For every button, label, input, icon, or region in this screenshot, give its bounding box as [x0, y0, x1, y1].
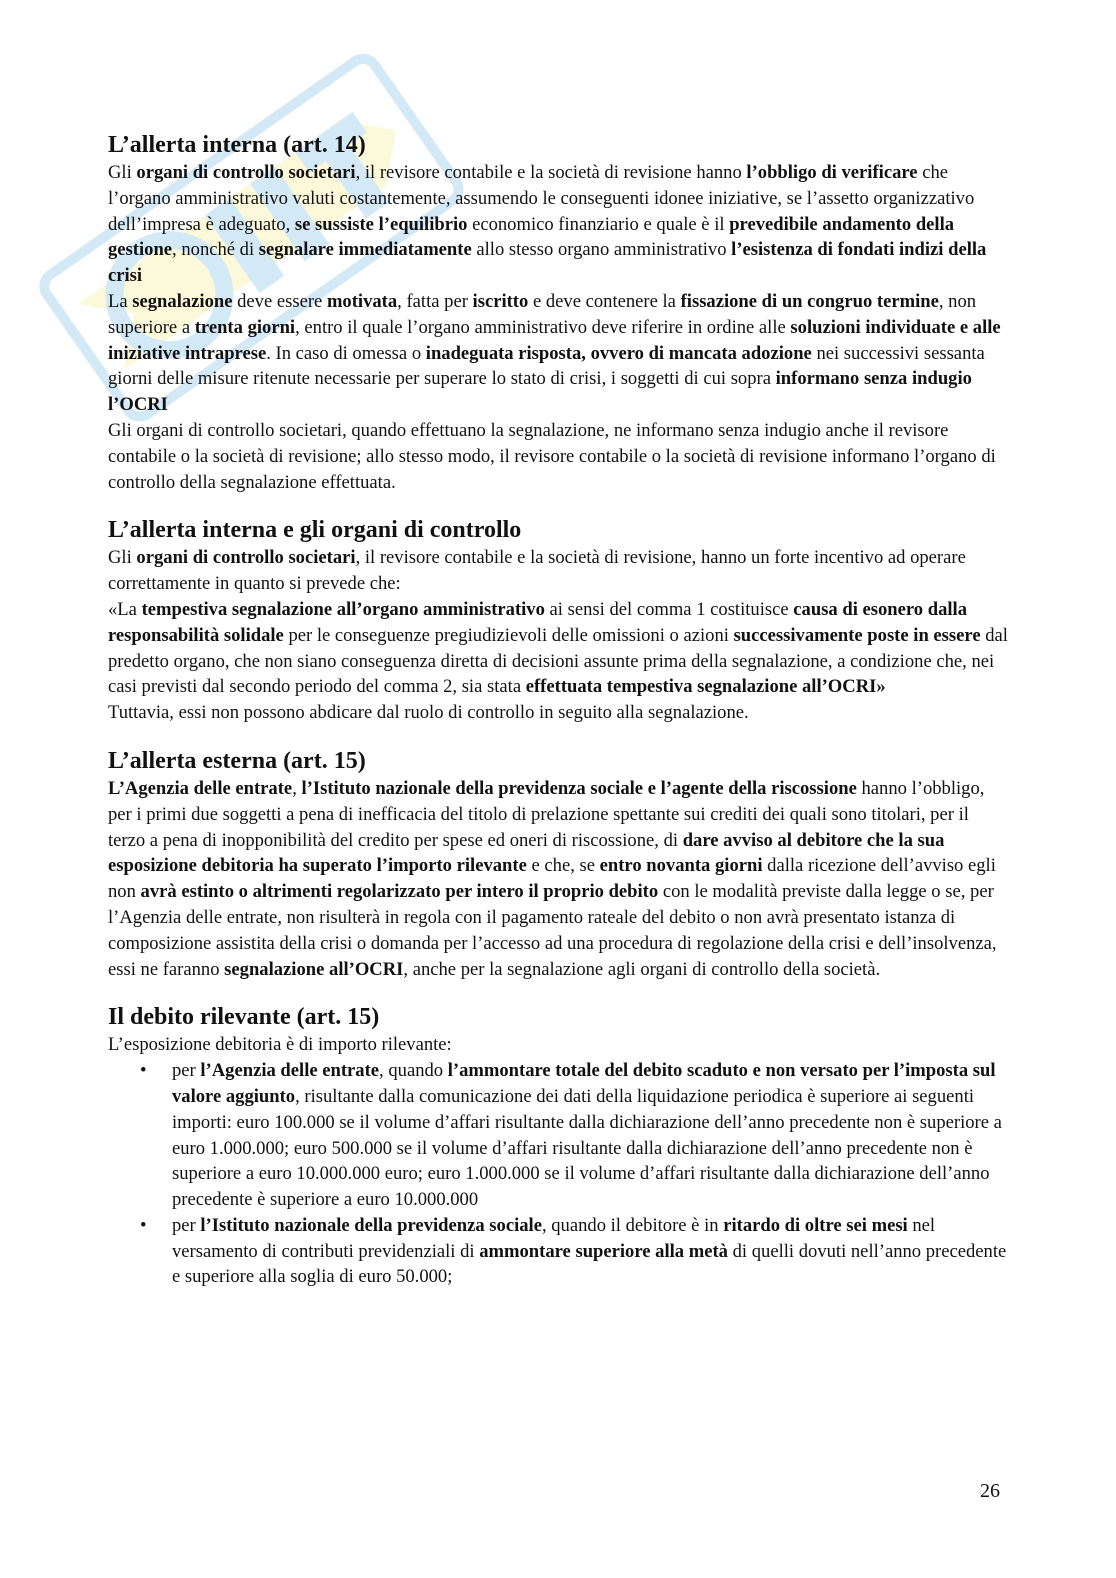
bold-text-run: L’Agenzia delle entrate [108, 777, 293, 799]
bold-text-run: segnalare immediatamente [258, 239, 472, 261]
bold-text-run: motivata [326, 290, 398, 312]
bold-text-run: avrà estinto o altrimenti regolarizzato per intero il proprio debito [140, 881, 659, 903]
text-run: nei successivi sessanta giorni delle misure ritenute necessarie per superare lo stato di crisi, i soggetti di cui sopra [108, 342, 985, 390]
text-run: che l’organo amministrativo valuti costantemente, assumendo le conseguenti idonee iniziative, se l’assetto organizzativo dell’impresa è adeguato, [108, 162, 975, 235]
text-run: hanno l’obbligo, per i primi due soggetti a pena di inefficacia del titolo di prelazione spettante sui crediti dei quali sono titolari, per il terzo a pena di inopponibilità del credito per spese ed oneri di riscossione, di [108, 777, 985, 851]
bold-text-run: organi di controllo societari [136, 547, 356, 569]
text-run: , il revisore contabile e la società di revisione, hanno un forte incentivo ad operare correttamente in quanto si prevede che: [108, 547, 966, 595]
text-run: Gli organi di controllo societari, quando effettuano la segnalazione, ne informano senza indugio anche il revisore contabile o la società di revisione; allo stesso modo, il revisore contabile o la società di revisione informano l’organo di controllo della segnalazione effettuata. [108, 419, 996, 493]
text-run: L’esposizione debitoria è di importo rilevante: [108, 1034, 452, 1056]
text-run: ai sensi del comma 1 costituisce [544, 598, 794, 620]
bold-text-run: informano senza indugio l’OCRI [108, 368, 972, 416]
bold-text-run: successivamente poste in essere [733, 624, 981, 646]
bold-text-run: effettuata tempestiva segnalazione all’OCRI» [525, 676, 886, 698]
text-run: nel versamento di contributi previdenziali di [172, 1214, 936, 1262]
bullet-icon: • [140, 1060, 147, 1082]
list-item [140, 1213, 1008, 1290]
text-run: e che, se [526, 855, 600, 877]
text-run: . In caso di omessa o [266, 342, 426, 364]
paragraph [108, 418, 1008, 495]
bold-text-run: soluzioni individuate e alle iniziative intraprese [108, 316, 1001, 364]
bold-text-run: causa di esonero dalla responsabilità solidale [108, 598, 968, 646]
text-run: per le conseguenze pregiudizievoli delle omissioni o azioni [283, 624, 734, 646]
paragraph [108, 289, 1008, 418]
text-run: deve essere [232, 290, 327, 312]
text-run: per [172, 1214, 201, 1236]
text-run: , quando [379, 1060, 448, 1082]
section [108, 746, 1008, 982]
text-run: La [108, 290, 133, 312]
text-run: allo stesso organo amministrativo [471, 239, 732, 261]
text-run: , non superiore a [108, 290, 977, 338]
text-run: dalla ricezione dell’avviso egli non [108, 855, 996, 903]
paragraph [108, 597, 1008, 700]
text-run: economico finanziario e quale è il [467, 213, 730, 235]
bold-text-run: organi di controllo societari [136, 162, 356, 183]
text-run: dal predetto organo, che non siano conseguenza diretta di decisioni assunte prima della segnalazione, a condizione che, nei casi previsti dal secondo periodo del comma 2, sia stata [108, 624, 1008, 698]
text-run: , quando il debitore è in [541, 1214, 724, 1236]
text-run: , nonché di [172, 239, 259, 261]
bold-text-run: inadeguata risposta, ovvero di mancata adozione [425, 342, 812, 364]
bold-text-run: segnalazione all’OCRI [224, 958, 404, 980]
bold-text-run: segnalazione [132, 290, 233, 312]
text-run: , risultante dalla comunicazione dei dati della liquidazione periodica è superiore ai seguenti importi: euro 100.000 se il volume d’affari risultante dalla dichiarazione dell’anno precedente non è superiore a euro 1.000.000; euro 500.000 se il volume d’affari risultante dalla dichiarazione dell’anno precedente non è superiore a euro 10.000.000 euro; euro 1.000.000 se il volume d’affari risultante dalla dichiarazione dell’anno precedente è superiore a euro 10.000.000 [172, 1085, 1002, 1211]
text-run: con le modalità previste dalla legge o se, per l’Agenzia delle entrate, non risulterà in regola con il pagamento rateale del debito o non avrà presentato istanza di composizione assistita della crisi o domanda per l’accesso ad una procedura di regolazione della crisi e dell’insolvenza, essi ne faranno [108, 881, 997, 980]
text-run: , entro il quale l’organo amministrativo deve riferire in ordine alle [295, 316, 791, 338]
bold-text-run: l’ammontare totale del debito scaduto e non versato per l’imposta sul valore aggiunto [172, 1060, 996, 1107]
bold-text-run: trenta giorni [194, 316, 296, 338]
bold-text-run: l’esistenza di fondati indizi della crisi [108, 239, 987, 287]
bold-text-run: dare avviso al debitore che la sua esposizione debitoria ha superato l’importo rilevante [108, 829, 945, 877]
paragraph [108, 700, 1008, 726]
page-number: 26 [980, 1480, 1000, 1502]
text-run: Tuttavia, essi non possono abdicare dal ruolo di controllo in seguito alla segnalazione. [108, 702, 749, 724]
bold-text-run: fissazione di un congruo termine [680, 290, 939, 312]
paragraph [108, 1032, 1008, 1058]
section [108, 1002, 1008, 1290]
section-title: Il debito rilevante (art. 15) [108, 1004, 380, 1031]
bold-text-run: iscritto [472, 290, 529, 312]
bold-text-run: prevedibile andamento della gestione [108, 213, 955, 261]
text-run: per [172, 1060, 201, 1082]
text-run: Gli [108, 547, 137, 569]
text-run: , anche per la segnalazione agli organi di controllo della società. [403, 958, 881, 980]
text-run: , il revisore contabile e la società di revisione hanno [355, 162, 747, 183]
section-title: L’allerta interna e gli organi di controllo [108, 517, 522, 544]
bold-text-run: l’Agenzia delle entrate [200, 1060, 380, 1082]
section [108, 130, 1008, 495]
paragraph [108, 776, 1008, 982]
text-run: «La [108, 598, 142, 620]
document-body [108, 130, 1008, 1310]
paragraph [108, 160, 1008, 289]
text-run: e deve contenere la [528, 290, 681, 312]
text-run: Gli [108, 162, 137, 183]
list-item [140, 1058, 1008, 1213]
section-title: L’allerta esterna (art. 15) [108, 747, 366, 774]
bold-text-run: ritardo di oltre sei mesi [723, 1214, 908, 1236]
paragraph [108, 545, 1008, 597]
section-title: L’allerta interna (art. 14) [108, 132, 366, 158]
text-run: di quelli dovuti nell’anno precedente e superiore alla soglia di euro 50.000; [172, 1240, 1007, 1288]
bold-text-run: l’obbligo di verificare [746, 162, 918, 183]
bullet-icon: • [140, 1214, 147, 1236]
bullet-list [108, 1058, 1008, 1290]
text-run: , fatta per [397, 290, 473, 312]
section [108, 515, 1008, 726]
text-run: , [292, 777, 302, 799]
bold-text-run: l’Istituto nazionale della previdenza sociale e l’agente della riscossione [301, 777, 857, 799]
bold-text-run: tempestiva segnalazione all’organo amministrativo [141, 598, 545, 620]
bold-text-run: l’Istituto nazionale della previdenza sociale [200, 1214, 542, 1236]
bold-text-run: ammontare superiore alla metà [479, 1240, 728, 1262]
bold-text-run: se sussiste l’equilibrio [294, 213, 468, 235]
bold-text-run: entro novanta giorni [599, 855, 763, 877]
